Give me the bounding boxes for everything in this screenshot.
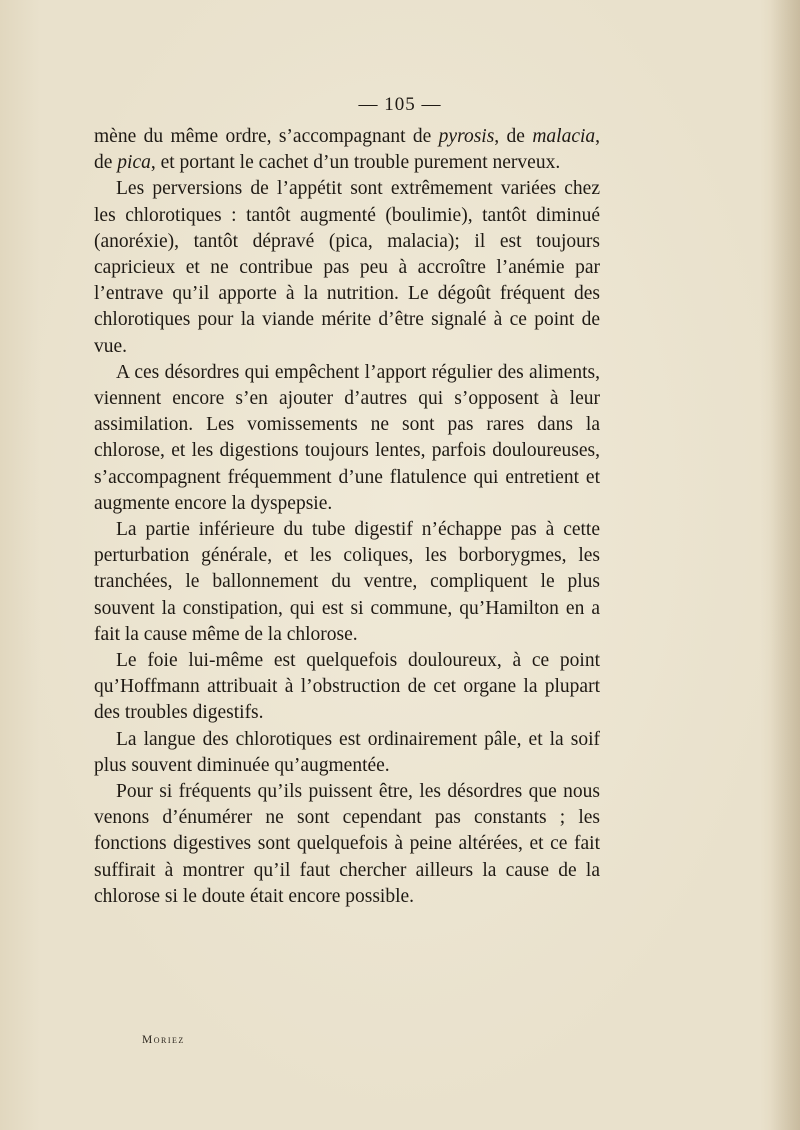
paragraph <box>94 779 600 910</box>
text-run: , de <box>94 126 601 174</box>
text-run: mène du même ordre, s’accompagnant de <box>94 126 439 147</box>
body-text <box>94 124 600 910</box>
text-run: , de <box>494 126 533 147</box>
italic-term: pica <box>117 152 151 174</box>
paragraph <box>94 124 600 176</box>
italic-term: malacia <box>532 126 596 147</box>
text-run: , et portant le cachet d’un trouble purement nerveux. <box>150 152 561 174</box>
text-run: Le foie lui-même est quelquefois douloureux, à ce point qu’Hoffmann attribuait à l’obstruction de cet organe la plupart des troubles digestifs. <box>94 650 600 724</box>
italic-term: pyrosis <box>438 126 495 147</box>
text-run: A ces désordres qui empêchent l’apport régulier des aliments, viennent encore s’en ajouter d’autres qui s’opposent à leur assimilation. Les vomissements ne sont pas rares dans la chlorose, et les digestions toujours lentes, parfois douloureuses, s’accompagnent fréquemment d’une flatulence qui entretient et augmente encore la dyspepsie. <box>94 361 600 514</box>
paragraph <box>94 517 600 648</box>
paragraph <box>94 648 600 727</box>
text-run: La partie inférieure du tube digestif n’échappe pas à cette perturbation générale, et les coliques, les borborygmes, les tranchées, le ballonnement du ventre, compliquent le plus souvent la constipation, qui est si commune, qu’Hamilton en a fait la cause même de la chlorose. <box>94 519 600 645</box>
page-number: — 105 — <box>358 94 442 115</box>
text-run: Pour si fréquents qu’ils puissent être, les désordres que nous venons d’énumérer ne sont cependant pas constants ; les fonctions digestives sont quelquefois à peine altérées, et ce fait suffirait à montrer qu’il faut chercher ailleurs la cause de la chlorose si le doute était encore possible. <box>94 781 600 907</box>
printer-signature: Moriez <box>142 1034 185 1046</box>
paragraph <box>94 727 600 779</box>
text-run: La langue des chlorotiques est ordinairement pâle, et la soif plus souvent diminuée qu’augmentée. <box>94 728 600 776</box>
paragraph <box>94 360 600 517</box>
text-run: Les perversions de l’appétit sont extrêmement variées chez les chlorotiques : tantôt augmenté (boulimie), tantôt diminué (anoréxie), tantôt dépravé (pica, malacia); il est toujours capricieux et ne contribue pas peu à accroître l’anémie par l’entrave qu’il apporte à la nutrition. Le dégoût fréquent des chlorotiques pour la viande mérite d’être signalé à ce point de vue. <box>94 178 600 357</box>
page-edge-shadow <box>770 0 800 1130</box>
paragraph <box>94 176 600 359</box>
